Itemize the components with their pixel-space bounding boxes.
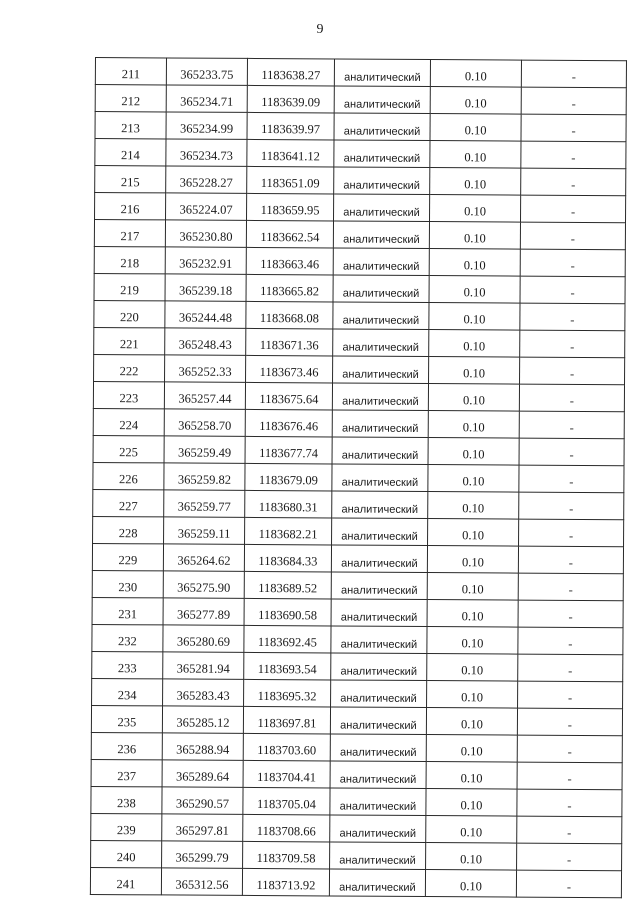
accuracy-cell: 0.10: [428, 465, 519, 493]
table-row: [95, 85, 626, 115]
table-row: [92, 624, 623, 654]
y-coordinate-cell: 1183639.97: [247, 112, 334, 140]
point-number-cell: 234: [92, 678, 163, 705]
y-coordinate-cell: 1183662.54: [246, 220, 333, 248]
table-row: [91, 759, 622, 789]
accuracy-cell: 0.10: [426, 816, 517, 844]
table-row: [92, 678, 623, 708]
x-coordinate-cell: 365234.73: [166, 139, 247, 166]
y-coordinate-cell: 1183651.09: [247, 166, 334, 194]
point-number-cell: 238: [91, 786, 162, 813]
note-cell: -: [517, 762, 622, 790]
method-cell: аналитический: [332, 491, 428, 519]
method-cell: аналитический: [334, 86, 430, 114]
y-coordinate-cell: 1183693.54: [244, 652, 331, 680]
table-row: [91, 813, 622, 843]
note-cell: -: [517, 735, 622, 763]
accuracy-cell: 0.10: [427, 627, 518, 655]
x-coordinate-cell: 365277.89: [163, 598, 244, 625]
point-number-cell: 229: [92, 543, 163, 570]
y-coordinate-cell: 1183704.41: [243, 760, 330, 788]
x-coordinate-cell: 365281.94: [163, 652, 244, 679]
accuracy-cell: 0.10: [429, 357, 520, 385]
accuracy-cell: 0.10: [427, 573, 518, 601]
accuracy-cell: 0.10: [425, 870, 516, 898]
note-cell: -: [519, 411, 624, 439]
x-coordinate-cell: 365244.48: [165, 301, 246, 328]
point-number-cell: 240: [91, 840, 162, 867]
x-coordinate-cell: 365230.80: [165, 220, 246, 247]
note-cell: -: [517, 843, 622, 871]
y-coordinate-cell: 1183695.32: [244, 679, 331, 707]
method-cell: аналитический: [331, 599, 427, 627]
table-row: [94, 273, 625, 303]
y-coordinate-cell: 1183682.21: [245, 517, 332, 545]
x-coordinate-cell: 365259.77: [164, 490, 245, 517]
note-cell: -: [517, 816, 622, 844]
note-cell: -: [521, 114, 626, 142]
point-number-cell: 233: [92, 651, 163, 678]
point-number-cell: 232: [92, 624, 163, 651]
y-coordinate-cell: 1183671.36: [246, 328, 333, 356]
note-cell: -: [521, 87, 626, 115]
method-cell: аналитический: [332, 464, 428, 492]
point-number-cell: 223: [93, 381, 164, 408]
point-number-cell: 239: [91, 813, 162, 840]
x-coordinate-cell: 365290.57: [162, 787, 243, 814]
x-coordinate-cell: 365258.70: [164, 409, 245, 436]
accuracy-cell: 0.10: [430, 87, 521, 115]
x-coordinate-cell: 365234.99: [166, 112, 247, 139]
method-cell: аналитический: [331, 626, 427, 654]
accuracy-cell: 0.10: [429, 222, 520, 250]
point-number-cell: 224: [93, 408, 164, 435]
y-coordinate-cell: 1183703.60: [243, 733, 330, 761]
table-row: [95, 193, 626, 223]
accuracy-cell: 0.10: [428, 438, 519, 466]
y-coordinate-cell: 1183689.52: [244, 571, 331, 599]
method-cell: аналитический: [333, 356, 429, 384]
point-number-cell: 215: [95, 166, 166, 193]
accuracy-cell: 0.10: [426, 789, 517, 817]
point-number-cell: 227: [93, 489, 164, 516]
point-number-cell: 212: [95, 85, 166, 112]
table-row: [93, 435, 624, 465]
point-number-cell: 222: [94, 354, 165, 381]
x-coordinate-cell: 365257.44: [164, 382, 245, 409]
y-coordinate-cell: 1183639.09: [247, 85, 334, 113]
y-coordinate-cell: 1183708.66: [243, 814, 330, 842]
accuracy-cell: 0.10: [427, 654, 518, 682]
method-cell: аналитический: [330, 788, 426, 816]
y-coordinate-cell: 1183677.74: [245, 436, 332, 464]
y-coordinate-cell: 1183663.46: [246, 247, 333, 275]
method-cell: аналитический: [333, 275, 429, 303]
method-cell: аналитический: [334, 194, 430, 222]
method-cell: аналитический: [331, 653, 427, 681]
accuracy-cell: 0.10: [430, 195, 521, 223]
method-cell: аналитический: [334, 59, 430, 87]
accuracy-cell: 0.10: [429, 330, 520, 358]
method-cell: аналитический: [330, 761, 426, 789]
y-coordinate-cell: 1183638.27: [247, 58, 334, 86]
y-coordinate-cell: 1183697.81: [243, 706, 330, 734]
x-coordinate-cell: 365297.81: [162, 814, 243, 841]
note-cell: -: [519, 384, 624, 412]
method-cell: аналитический: [331, 545, 427, 573]
method-cell: аналитический: [334, 167, 430, 195]
x-coordinate-cell: 365289.64: [162, 760, 243, 787]
accuracy-cell: 0.10: [430, 60, 521, 88]
x-coordinate-cell: 365264.62: [163, 544, 244, 571]
x-coordinate-cell: 365280.69: [163, 625, 244, 652]
table-row: [92, 651, 623, 681]
point-number-cell: 230: [92, 570, 163, 597]
method-cell: аналитический: [334, 113, 430, 141]
table-row: [94, 220, 625, 250]
point-number-cell: 213: [95, 112, 166, 139]
table-row: [91, 786, 622, 816]
accuracy-cell: 0.10: [428, 384, 519, 412]
method-cell: аналитический: [333, 329, 429, 357]
point-number-cell: 219: [94, 273, 165, 300]
accuracy-cell: 0.10: [430, 168, 521, 196]
method-cell: аналитический: [332, 518, 428, 546]
y-coordinate-cell: 1183690.58: [244, 598, 331, 626]
method-cell: аналитический: [334, 140, 430, 168]
table-row: [92, 570, 623, 600]
note-cell: -: [520, 249, 625, 277]
note-cell: -: [518, 600, 623, 628]
table-row: [95, 166, 626, 196]
method-cell: аналитический: [330, 707, 426, 735]
x-coordinate-cell: 365285.12: [162, 706, 243, 733]
accuracy-cell: 0.10: [430, 114, 521, 142]
method-cell: аналитический: [331, 572, 427, 600]
accuracy-cell: 0.10: [429, 303, 520, 331]
x-coordinate-cell: 365252.33: [165, 355, 246, 382]
note-cell: -: [517, 789, 622, 817]
note-cell: -: [518, 627, 623, 655]
point-number-cell: 225: [93, 435, 164, 462]
accuracy-cell: 0.10: [427, 546, 518, 574]
table-row: [93, 462, 624, 492]
note-cell: -: [518, 546, 623, 574]
accuracy-cell: 0.10: [427, 681, 518, 709]
note-cell: -: [521, 60, 626, 88]
note-cell: -: [516, 870, 621, 898]
y-coordinate-cell: 1183679.09: [245, 463, 332, 491]
y-coordinate-cell: 1183675.64: [245, 382, 332, 410]
x-coordinate-cell: 365259.49: [164, 436, 245, 463]
note-cell: -: [521, 141, 626, 169]
x-coordinate-cell: 365259.11: [164, 517, 245, 544]
x-coordinate-cell: 365275.90: [163, 571, 244, 598]
x-coordinate-cell: 365299.79: [162, 841, 243, 868]
accuracy-cell: 0.10: [426, 735, 517, 763]
point-number-cell: 237: [91, 759, 162, 786]
note-cell: -: [519, 519, 624, 547]
method-cell: аналитический: [330, 815, 426, 843]
method-cell: аналитический: [332, 437, 428, 465]
x-coordinate-cell: 365248.43: [165, 328, 246, 355]
note-cell: -: [517, 708, 622, 736]
point-number-cell: 236: [91, 732, 162, 759]
note-cell: -: [518, 681, 623, 709]
x-coordinate-cell: 365239.18: [165, 274, 246, 301]
note-cell: -: [518, 654, 623, 682]
accuracy-cell: 0.10: [429, 249, 520, 277]
table-row: [93, 408, 624, 438]
accuracy-cell: 0.10: [428, 492, 519, 520]
table-row: [94, 354, 625, 384]
table-row: [95, 58, 626, 88]
coordinates-table: [90, 57, 627, 898]
y-coordinate-cell: 1183676.46: [245, 409, 332, 437]
point-number-cell: 216: [95, 193, 166, 220]
accuracy-cell: 0.10: [426, 843, 517, 871]
table-row: [95, 139, 626, 169]
y-coordinate-cell: 1183668.08: [246, 301, 333, 329]
x-coordinate-cell: 365232.91: [165, 247, 246, 274]
method-cell: аналитический: [332, 383, 428, 411]
x-coordinate-cell: 365288.94: [162, 733, 243, 760]
accuracy-cell: 0.10: [426, 762, 517, 790]
method-cell: аналитический: [333, 302, 429, 330]
x-coordinate-cell: 365228.27: [166, 166, 247, 193]
table-row: [90, 867, 621, 897]
note-cell: -: [520, 330, 625, 358]
accuracy-cell: 0.10: [428, 519, 519, 547]
y-coordinate-cell: 1183659.95: [247, 193, 334, 221]
accuracy-cell: 0.10: [426, 708, 517, 736]
x-coordinate-cell: 365234.71: [166, 85, 247, 112]
point-number-cell: 241: [90, 867, 161, 894]
y-coordinate-cell: 1183709.58: [243, 841, 330, 869]
note-cell: -: [520, 195, 625, 223]
table-row: [92, 543, 623, 573]
accuracy-cell: 0.10: [429, 276, 520, 304]
table-row: [95, 112, 626, 142]
point-number-cell: 214: [95, 139, 166, 166]
table-row: [91, 732, 622, 762]
y-coordinate-cell: 1183665.82: [246, 274, 333, 302]
method-cell: аналитический: [332, 410, 428, 438]
page-number: 9: [316, 22, 324, 37]
x-coordinate-cell: 365312.56: [161, 868, 242, 895]
note-cell: -: [519, 492, 624, 520]
note-cell: -: [521, 168, 626, 196]
table-row: [94, 246, 625, 276]
note-cell: -: [519, 438, 624, 466]
y-coordinate-cell: 1183673.46: [246, 355, 333, 383]
point-number-cell: 220: [94, 300, 165, 327]
point-number-cell: 228: [93, 516, 164, 543]
x-coordinate-cell: 365283.43: [163, 679, 244, 706]
table-row: [93, 489, 624, 519]
y-coordinate-cell: 1183692.45: [244, 625, 331, 653]
table-row: [92, 597, 623, 627]
x-coordinate-cell: 365224.07: [166, 193, 247, 220]
note-cell: -: [520, 357, 625, 385]
method-cell: аналитический: [331, 680, 427, 708]
note-cell: -: [520, 303, 625, 331]
method-cell: аналитический: [330, 842, 426, 870]
y-coordinate-cell: 1183641.12: [247, 139, 334, 167]
y-coordinate-cell: 1183705.04: [243, 787, 330, 815]
y-coordinate-cell: 1183684.33: [244, 544, 331, 572]
table-body: [90, 58, 626, 898]
table-row: [91, 705, 622, 735]
point-number-cell: 231: [92, 597, 163, 624]
x-coordinate-cell: 365259.82: [164, 463, 245, 490]
accuracy-cell: 0.10: [428, 411, 519, 439]
accuracy-cell: 0.10: [427, 600, 518, 628]
accuracy-cell: 0.10: [430, 141, 521, 169]
note-cell: -: [518, 573, 623, 601]
point-number-cell: 217: [94, 220, 165, 247]
point-number-cell: 221: [94, 327, 165, 354]
point-number-cell: 226: [93, 462, 164, 489]
method-cell: аналитический: [333, 248, 429, 276]
table-row: [93, 516, 624, 546]
x-coordinate-cell: 365233.75: [166, 58, 247, 85]
method-cell: аналитический: [329, 869, 425, 897]
table-row: [94, 327, 625, 357]
method-cell: аналитический: [330, 734, 426, 762]
point-number-cell: 235: [91, 705, 162, 732]
y-coordinate-cell: 1183713.92: [242, 868, 329, 896]
table-row: [93, 381, 624, 411]
y-coordinate-cell: 1183680.31: [245, 490, 332, 518]
note-cell: -: [519, 465, 624, 493]
note-cell: -: [520, 222, 625, 250]
method-cell: аналитический: [333, 221, 429, 249]
point-number-cell: 211: [95, 58, 166, 85]
note-cell: -: [520, 276, 625, 304]
table-row: [94, 300, 625, 330]
table-row: [91, 840, 622, 870]
point-number-cell: 218: [94, 246, 165, 273]
